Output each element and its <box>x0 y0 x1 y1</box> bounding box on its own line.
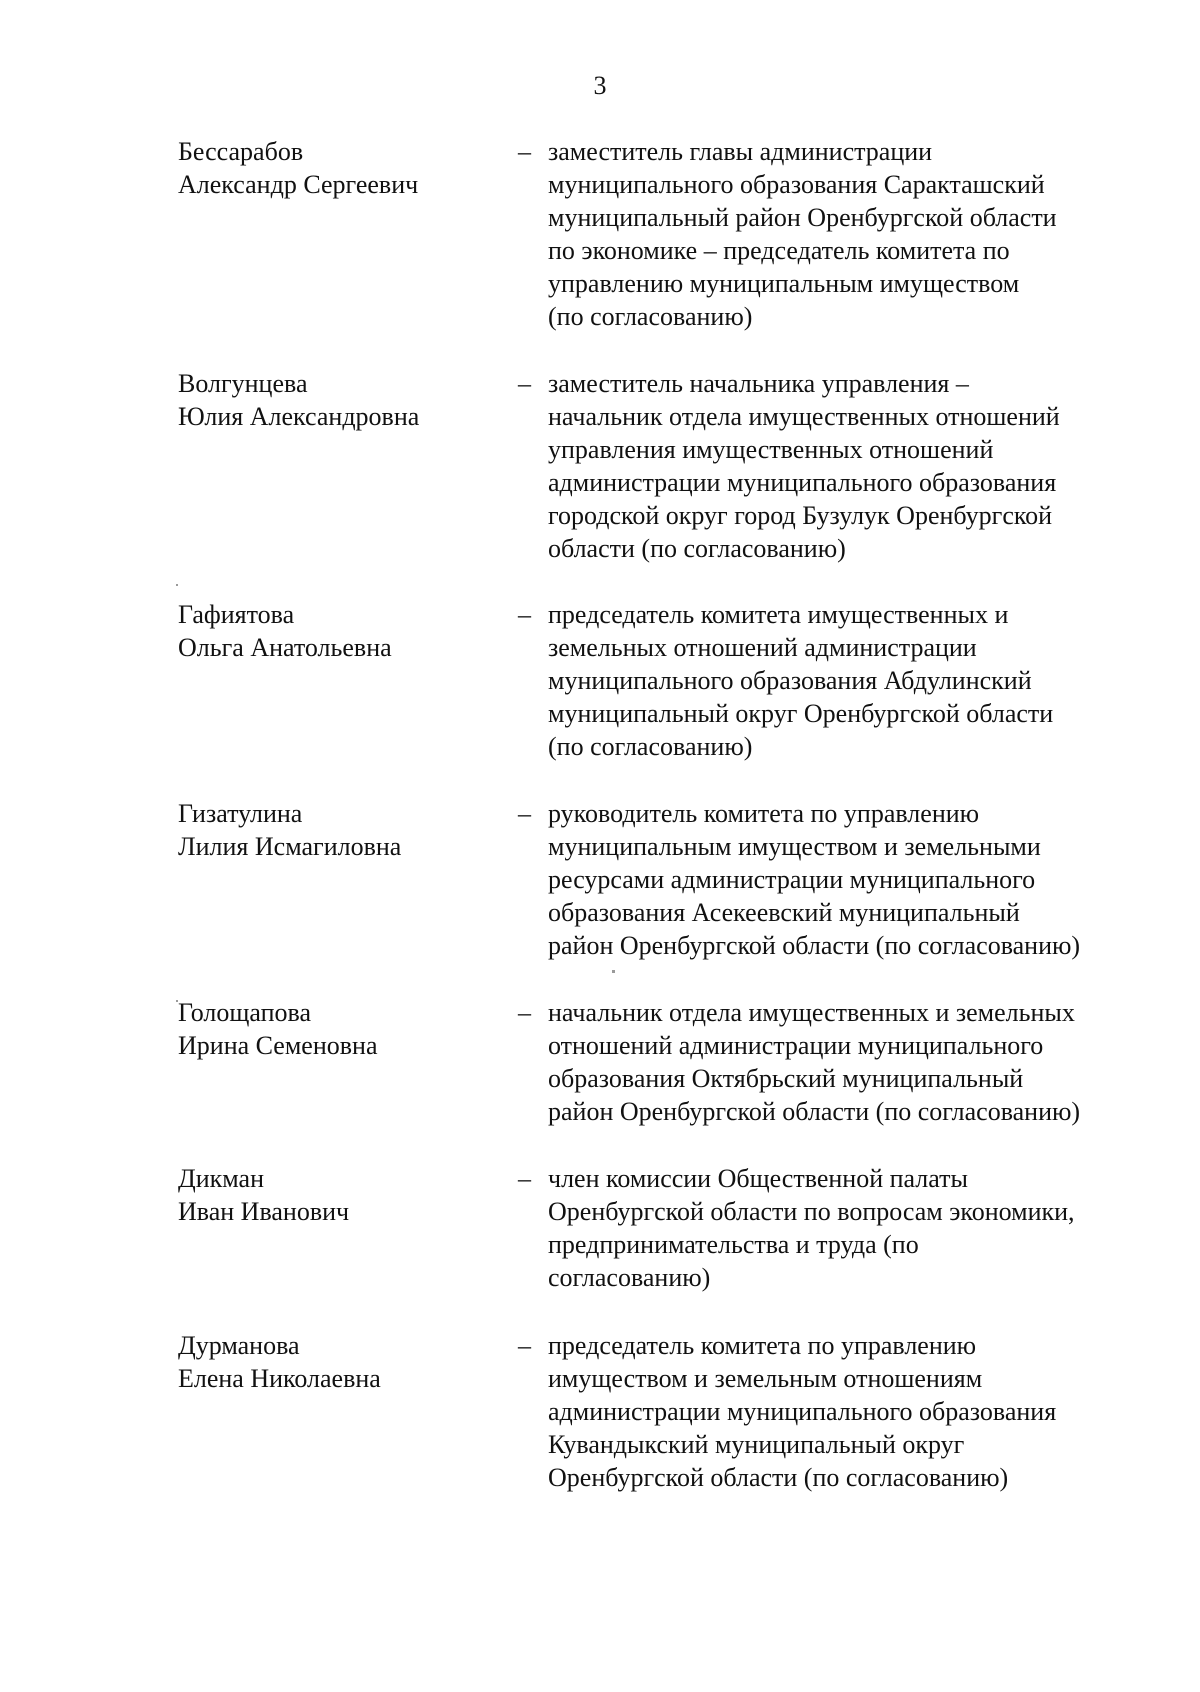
member-given-names: Александр Сергеевич <box>178 170 419 199</box>
description-line: муниципальный район Оренбургской области <box>548 203 1057 232</box>
member-given-names: Елена Николаевна <box>178 1364 381 1393</box>
description-line: Оренбургской области (по согласованию) <box>548 1463 1009 1492</box>
scan-speck <box>612 970 615 973</box>
member-given-names: Ирина Семеновна <box>178 1031 378 1060</box>
scan-speck <box>176 1000 178 1002</box>
member-given-names: Иван Иванович <box>178 1197 350 1226</box>
description-line: муниципальным имуществом и земельными <box>548 832 1041 861</box>
entry-dash: – <box>518 137 531 166</box>
description-line: район Оренбургской области (по согласованию) <box>548 931 1081 960</box>
member-description <box>548 797 1148 962</box>
description-line: район Оренбургской области (по согласованию) <box>548 1097 1081 1126</box>
description-line: предпринимательства и труда (по <box>548 1230 919 1259</box>
description-line: образования Асекеевский муниципальный <box>548 898 1020 927</box>
description-line: земельных отношений администрации <box>548 633 977 662</box>
member-description <box>548 1162 1148 1294</box>
description-line: городской округ город Бузулук Оренбургской <box>548 501 1053 530</box>
description-line: образования Октябрьский муниципальный <box>548 1064 1024 1093</box>
member-name <box>178 367 508 433</box>
description-line: член комиссии Общественной палаты <box>548 1164 968 1193</box>
entry-dash: – <box>518 1164 531 1193</box>
member-given-names: Юлия Александровна <box>178 402 420 431</box>
member-description <box>548 598 1148 763</box>
member-description <box>548 996 1148 1128</box>
description-line: муниципального образования Абдулинский <box>548 666 1032 695</box>
description-line: управления имущественных отношений <box>548 435 994 464</box>
description-line: председатель комитета имущественных и <box>548 600 1009 629</box>
member-name <box>178 135 508 201</box>
member-name <box>178 1329 508 1395</box>
member-surname: Дурманова <box>178 1331 300 1360</box>
member-name <box>178 996 508 1062</box>
member-surname: Бессарабов <box>178 137 304 166</box>
description-line: заместитель главы администрации <box>548 137 933 166</box>
member-given-names: Лилия Исмагиловна <box>178 832 402 861</box>
description-line: администрации муниципального образования <box>548 1397 1057 1426</box>
member-surname: Волгунцева <box>178 369 308 398</box>
entry-dash: – <box>518 1331 531 1360</box>
description-line: (по согласованию) <box>548 732 753 761</box>
member-surname: Дикман <box>178 1164 265 1193</box>
description-line: начальник отдела имущественных отношений <box>548 402 1060 431</box>
description-line: Оренбургской области по вопросам экономики, <box>548 1197 1075 1226</box>
member-description <box>548 135 1148 333</box>
entry-dash: – <box>518 600 531 629</box>
description-line: имуществом и земельным отношениям <box>548 1364 983 1393</box>
description-line: ресурсами администрации муниципального <box>548 865 1036 894</box>
description-line: заместитель начальника управления – <box>548 369 969 398</box>
description-line: согласованию) <box>548 1263 711 1292</box>
entry-dash: – <box>518 799 531 828</box>
entry-dash: – <box>518 998 531 1027</box>
member-surname: Гизатулина <box>178 799 303 828</box>
description-line: области (по согласованию) <box>548 534 846 563</box>
member-surname: Гафиятова <box>178 600 295 629</box>
member-given-names: Ольга Анатольевна <box>178 633 392 662</box>
member-description <box>548 367 1148 565</box>
description-line: управлению муниципальным имуществом <box>548 269 1020 298</box>
description-line: председатель комитета по управлению <box>548 1331 977 1360</box>
description-line: муниципального образования Саракташский <box>548 170 1045 199</box>
page-number: 3 <box>593 71 607 100</box>
member-name <box>178 598 508 664</box>
member-name <box>178 1162 508 1228</box>
description-line: (по согласованию) <box>548 302 753 331</box>
scan-speck <box>176 584 178 586</box>
member-surname: Голощапова <box>178 998 311 1027</box>
description-line: администрации муниципального образования <box>548 468 1057 497</box>
member-name <box>178 797 508 863</box>
member-description <box>548 1329 1148 1494</box>
description-line: начальник отдела имущественных и земельных <box>548 998 1075 1027</box>
description-line: Кувандыкский муниципальный округ <box>548 1430 965 1459</box>
description-line: по экономике – председатель комитета по <box>548 236 1010 265</box>
description-line: отношений администрации муниципального <box>548 1031 1044 1060</box>
entry-dash: – <box>518 369 531 398</box>
description-line: руководитель комитета по управлению <box>548 799 980 828</box>
description-line: муниципальный округ Оренбургской области <box>548 699 1054 728</box>
